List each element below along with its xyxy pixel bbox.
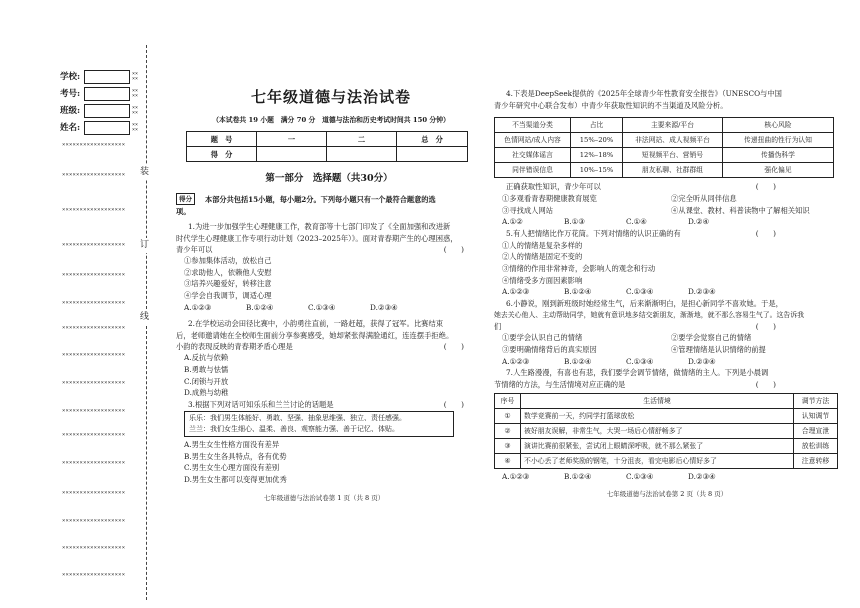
answer-paren[interactable]: ( ): [443, 400, 464, 410]
x-mark-line: ××××××××××××××××××: [62, 207, 126, 213]
question-stem: 3.根据下列对话可知乐乐和兰兰讨论的话题是: [188, 400, 334, 410]
x-mark-line: ××××××××××××××××××: [62, 272, 126, 278]
question-stem-row: [494, 181, 840, 193]
statement-option: ④学会自我调节，调适心理: [184, 291, 272, 301]
table-cell: 15%–20%: [571, 133, 623, 148]
table-cell: 放松训练: [794, 438, 838, 453]
table-cell: 传播伪科学: [723, 148, 834, 163]
scenario-table-header: [495, 393, 838, 408]
choice-d[interactable]: D.②④: [688, 217, 709, 227]
x-marks: ×× ××: [132, 87, 139, 99]
statement-option: ①要学会认识自己的情绪: [502, 333, 583, 343]
score-header-cell: 总 分: [397, 132, 468, 147]
table-row: [495, 438, 838, 453]
table-cell: 传递扭曲的性行为认知: [723, 133, 834, 148]
question-stem: 2.在学校运动会田径比赛中，小韵勇往直前，一路赶超，获得了冠军。比赛结束: [188, 319, 444, 329]
part-one-title: 第一部分 选择题（共30分）: [265, 173, 393, 185]
x-marks: ×× ××: [132, 121, 139, 133]
dialogue-line: 兰兰：我们女生细心、温柔、善良、观察能力强、善于记忆、体贴。: [189, 425, 399, 434]
score-cell[interactable]: [327, 147, 397, 162]
dialogue-line: 乐乐：我们男生体能好、勇敢、坚强、抽象思维强、独立、责任感强。: [189, 414, 406, 423]
statement-option: ①参加集体活动，放松自己: [184, 256, 272, 266]
x-mark-line: ××××××××××××××××××: [62, 432, 126, 438]
risk-table-header: [495, 118, 834, 133]
statement-row: [494, 205, 840, 217]
statement-option: ③要明确情绪背后的真实原因: [502, 345, 597, 355]
table-row: [495, 148, 834, 163]
x-mark-line: ××××××××××××××××××: [62, 172, 126, 178]
choice-c[interactable]: C.①③④: [308, 302, 336, 312]
question-4: [494, 88, 840, 228]
page-footer: 七年级道德与法治试卷第 1 页（共 8 页）: [263, 493, 385, 502]
question-stem-row: [494, 228, 840, 240]
choice-d[interactable]: D.②③④: [370, 302, 398, 312]
table-row: [495, 408, 838, 423]
scenario-table: [494, 393, 838, 469]
answer-paren[interactable]: ( ): [755, 380, 776, 390]
exam-number-field-row: [60, 87, 138, 101]
choice-c[interactable]: C.闭锁与开放: [184, 376, 229, 386]
x-mark-line: ××××××××××××××××××: [62, 300, 126, 306]
statement-option: ③寻找成人网站: [502, 205, 554, 215]
bind-char-ding: 订: [140, 238, 149, 253]
x-mark-line: ××××××××××××××××××: [62, 325, 126, 331]
table-header-cell: 序号: [495, 393, 521, 408]
table-row: [495, 163, 834, 178]
question-stem-row: [494, 379, 840, 391]
choice-b[interactable]: B.①③: [564, 217, 585, 227]
choice-b[interactable]: B.①②④: [246, 302, 274, 312]
question-stem-row: [494, 321, 840, 333]
score-cell[interactable]: [257, 147, 327, 162]
question-stem: 青少年可以: [176, 244, 213, 254]
question-5: [494, 228, 840, 298]
page-two: [494, 88, 840, 499]
question-stem: 正确获取性知识，青少年可以: [506, 182, 601, 192]
choice-c[interactable]: C.①③④: [626, 287, 654, 297]
score-cell[interactable]: [397, 147, 468, 162]
question-stem: 她去关心他人、主动帮助同学，她就有意识地多结交新朋友，渐渐地，就不那么容易生气了。这告诉我: [494, 310, 805, 319]
choice-a[interactable]: A.男生女生性格方面没有差异: [184, 440, 280, 450]
score-header-cell: 一: [257, 132, 327, 147]
question-stem-row: [176, 399, 472, 410]
statement-option: ④管理情绪是认识情绪的前提: [671, 345, 766, 355]
table-cell: 合理宣泄: [794, 423, 838, 438]
choice-a[interactable]: A.①②: [502, 217, 523, 227]
table-cell: 强化偏见: [723, 163, 834, 178]
statement-row: [494, 344, 840, 356]
choice-d[interactable]: D.②③④: [688, 471, 716, 481]
table-header-cell: 调节方法: [794, 393, 838, 408]
table-cell: 朋友私聊、社群群组: [623, 163, 723, 178]
binding-strip: [0, 0, 155, 608]
table-row: [495, 423, 838, 438]
question-stem: 时代学生心理健康工作专项行动计划（2023–2025年）》。面对青春期产生的心理困惑，: [176, 233, 458, 243]
name-input-box[interactable]: [84, 121, 130, 135]
table-cell: 同伴错误信息: [495, 163, 571, 178]
x-mark-line: ××××××××××××××××××: [62, 142, 126, 148]
table-header-cell: 主要来源/平台: [623, 118, 723, 133]
score-table-value-row: [187, 147, 468, 162]
choice-b[interactable]: B.男生女生各具特点，各有优势: [184, 451, 287, 461]
choice-row: [494, 216, 840, 228]
choice-a[interactable]: A.①②③: [502, 356, 530, 366]
choice-row: [176, 302, 472, 314]
statement-option: ④情绪受多方面因素影响: [502, 275, 583, 285]
score-table: [186, 131, 468, 162]
score-box-label: 得分: [176, 193, 195, 205]
table-row: [495, 133, 834, 148]
table-cell: 演讲比赛前很紧张，尝试闭上眼睛深呼吸，就不那么紧张了: [521, 438, 794, 453]
choice-b[interactable]: B.勇敢与怯懦: [184, 365, 229, 375]
name-label: 姓名:: [60, 122, 81, 133]
question-stem: 5.有人把情绪比作万花筒。下列对情绪的认识正确的有: [506, 229, 681, 239]
dialogue-box: [184, 411, 454, 437]
choice-c[interactable]: C.①④: [626, 217, 647, 227]
table-header-cell: 占比: [571, 118, 623, 133]
question-7: [494, 367, 840, 482]
question-stem: 4.下表是DeepSeek提供的《2025年全球青少年性教育安全报告》（UNESCO与中国: [506, 89, 782, 98]
score-row-label: 得 分: [187, 147, 257, 162]
choice-a[interactable]: A.①②③: [184, 302, 212, 312]
table-header-cell: 生活情境: [521, 393, 794, 408]
x-mark-line: ××××××××××××××××××: [62, 545, 126, 551]
question-stem: 6.小静说，刚到新班级时她经常生气，后来渐渐明白，是担心新同学不喜欢她。于是，: [506, 299, 783, 309]
table-cell: 认知调节: [794, 408, 838, 423]
choice-row: [494, 286, 840, 298]
answer-paren[interactable]: ( ): [755, 321, 776, 331]
answer-paren[interactable]: ( ): [755, 182, 776, 192]
page-one: [176, 88, 472, 502]
question-stem-row: [176, 244, 472, 255]
risk-table: [494, 117, 834, 178]
table-cell: 不小心丢了老师奖励的钢笔，十分沮丧，看完电影后心情好多了: [521, 453, 794, 468]
table-cell: 10%–15%: [571, 163, 623, 178]
exam-subtitle: （本试卷共 19 小题 满分 70 分 道德与法治和历史考试时间共 150 分钟）: [212, 115, 450, 124]
table-cell: ③: [495, 438, 521, 453]
choice-d[interactable]: D.成熟与幼稚: [184, 388, 229, 398]
question-stem-row: [176, 341, 472, 352]
x-mark-line: ××××××××××××××××××: [62, 572, 126, 578]
answer-paren[interactable]: ( ): [443, 342, 464, 352]
statement-row: [494, 193, 840, 205]
x-marks: ×× ××: [132, 70, 139, 82]
x-mark-line: ××××××××××××××××××: [62, 242, 126, 248]
choice-c[interactable]: C.①③④: [626, 356, 654, 366]
table-cell: 非法网站、成人视频平台: [623, 133, 723, 148]
school-field-row: [60, 70, 138, 84]
choice-d[interactable]: D.②③④: [688, 287, 716, 297]
statement-option: ②完全听从同伴信息: [671, 194, 737, 204]
question-stem: 们: [494, 321, 502, 331]
statement-option: ③培养兴趣爱好，转移注意: [184, 279, 272, 289]
x-marks: ×× ××: [132, 104, 139, 116]
answer-paren[interactable]: ( ): [755, 229, 776, 239]
statement-option: ④从课堂、教材、科普读物中了解相关知识: [671, 205, 810, 215]
choice-c[interactable]: C.①③④: [626, 471, 654, 481]
statement-row: [494, 332, 840, 344]
score-header-cell: 二: [327, 132, 397, 147]
x-mark-line: ××××××××××××××××××: [62, 518, 126, 524]
choice-b[interactable]: B.①②④: [564, 356, 592, 366]
statement-option: ②人的情绪是固定不变的: [502, 252, 583, 262]
table-cell: ②: [495, 423, 521, 438]
class-label: 班级:: [60, 105, 81, 116]
table-cell: 色情网站/成人内容: [495, 133, 571, 148]
x-mark-line: ××××××××××××××××××: [62, 352, 126, 358]
score-header-cell: 题 号: [187, 132, 257, 147]
question-stem: 1.为进一步加强学生心理健康工作，教育部等十七部门印发了《全面加强和改进新: [188, 222, 451, 232]
class-field-row: [60, 104, 138, 118]
question-1: [176, 221, 472, 313]
statement-option: ①人的情绪是复杂多样的: [502, 240, 583, 250]
question-stem: 小韵的表现反映的青春期矛盾心理是: [176, 342, 293, 352]
name-field-row: [60, 121, 138, 135]
bind-char-xian: 线: [140, 310, 149, 325]
choice-a[interactable]: A.反抗与依赖: [184, 353, 229, 363]
table-cell: ④: [495, 453, 521, 468]
bind-char-zhuang: 装: [140, 165, 149, 180]
choice-b[interactable]: B.①②④: [564, 471, 592, 481]
choice-a[interactable]: A.①②③: [502, 287, 530, 297]
table-cell: 注意转移: [794, 453, 838, 468]
x-mark-line: ××××××××××××××××××: [62, 380, 126, 386]
question-stem: 青少年研究中心联合发布）中青少年获取性知识的不当渠道及风险分析。: [494, 100, 728, 110]
table-cell: 社交媒体谣言: [495, 148, 571, 163]
exam-title: 七年级道德与法治试卷: [250, 88, 411, 106]
x-mark-line: ××××××××××××××××××: [62, 490, 126, 496]
table-header-cell: 核心风险: [723, 118, 834, 133]
x-mark-line: ××××××××××××××××××: [62, 408, 126, 414]
school-label: 学校:: [60, 71, 81, 82]
question-stem: 节情绪的方法，与生活情境对应正确的是: [494, 380, 626, 390]
choice-d[interactable]: D.②③④: [688, 356, 716, 366]
x-mark-line: ××××××××××××××××××: [62, 460, 126, 466]
question-3: [176, 399, 472, 486]
table-header-cell: 不当渠道分类: [495, 118, 571, 133]
statement-option: ①多观看青春期健康教育展览: [502, 194, 597, 204]
question-2: [176, 318, 472, 399]
table-cell: 12%–18%: [571, 148, 623, 163]
statement-option: ③情绪的作用非常神奇，会影响人的观念和行动: [502, 264, 656, 274]
school-input-box[interactable]: [84, 70, 130, 84]
page-footer: 七年级道德与法治试卷第 2 页（共 8 页）: [606, 490, 728, 499]
question-stem: 后，老师邀请她在全校师生面前分享参赛感受，她却紧张得满脸通红，连连摆手拒绝。: [176, 330, 454, 340]
answer-paren[interactable]: ( ): [443, 244, 464, 254]
table-cell: 被好朋友误解，非常生气，大哭一场后心情舒畅多了: [521, 423, 794, 438]
part-one-instruction: [176, 193, 472, 205]
score-table-header-row: [187, 132, 468, 147]
choice-d[interactable]: D.男生女生都可以变得更加优秀: [184, 475, 287, 485]
instruction-text: 本部分共包括15小题，每小题2分。下列每小题只有一个最符合题意的选: [205, 194, 436, 204]
exam-number-input-box[interactable]: [84, 87, 130, 101]
question-6: [494, 298, 840, 367]
instruction-text-cont: 项。: [176, 207, 191, 217]
choice-row: [494, 471, 840, 483]
choice-c[interactable]: C.男生女生心理方面没有差别: [184, 463, 280, 473]
choice-b[interactable]: B.①②④: [564, 287, 592, 297]
statement-option: ②求助他人，依赖他人安慰: [184, 267, 272, 277]
table-cell: 数学竞赛前一天，约同学打篮球放松: [521, 408, 794, 423]
question-stem: 7.人生路漫漫，有喜也有悲，我们要学会调节情绪，做情绪的主人。下列是小晨调: [506, 368, 769, 378]
table-row: [495, 453, 838, 468]
exam-number-label: 考号:: [60, 88, 81, 99]
choice-row: [494, 356, 840, 368]
statement-option: ②要学会觉察自己的情绪: [671, 333, 752, 343]
class-input-box[interactable]: [84, 104, 130, 118]
table-cell: ①: [495, 408, 521, 423]
table-cell: 短视频平台、营销号: [623, 148, 723, 163]
choice-a[interactable]: A.①②③: [502, 471, 530, 481]
